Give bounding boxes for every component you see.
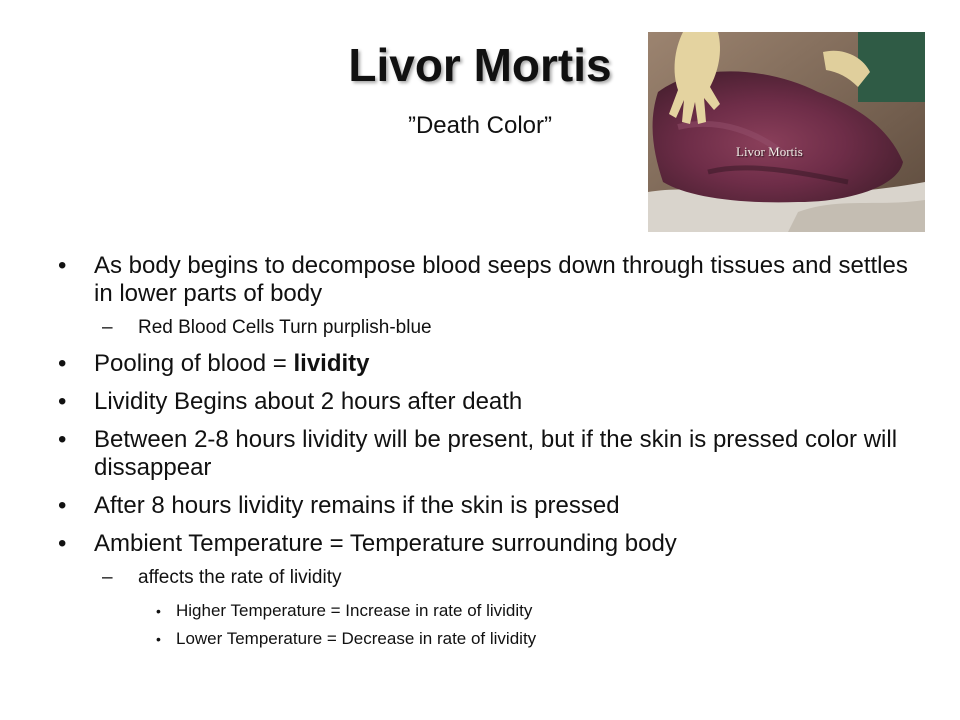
bullet-bold-term: lividity xyxy=(293,350,370,377)
list-item xyxy=(58,426,918,482)
dash-icon: – xyxy=(102,317,113,338)
bullet-text: As body begins to decompose blood seeps down through tissues and settles in lower parts of body xyxy=(94,252,908,307)
bullet-icon: • xyxy=(58,530,67,557)
sub-bullet-text: Red Blood Cells Turn purplish-blue xyxy=(138,317,432,338)
bullet-text: After 8 hours lividity remains if the skin is pressed xyxy=(94,492,620,519)
bullet-icon: • xyxy=(58,426,67,453)
sub-sub-bullet-text: Higher Temperature = Increase in rate of lividity xyxy=(176,601,533,620)
sub-bullet-text: affects the rate of lividity xyxy=(138,567,342,588)
bullet-text: Lividity Begins about 2 hours after death xyxy=(94,388,523,415)
list-item xyxy=(58,388,918,416)
slide-subtitle: ”Death Color” xyxy=(407,112,553,139)
bullet-text: Between 2-8 hours lividity will be present, but if the skin is pressed color will dissappear xyxy=(94,426,898,481)
bullet-icon: • xyxy=(58,388,67,415)
list-item xyxy=(58,350,918,378)
list-item xyxy=(58,252,918,308)
bullet-text: Ambient Temperature = Temperature surrounding body xyxy=(94,530,677,557)
sub-sub-list-item xyxy=(58,628,918,650)
bullet-icon: • xyxy=(58,252,67,279)
bullet-icon: • xyxy=(156,631,161,647)
photo-caption: Livor Mortis xyxy=(736,144,803,159)
bullet-icon: • xyxy=(156,603,161,619)
sub-list-item xyxy=(58,316,918,340)
bullet-icon: • xyxy=(58,350,67,377)
bullet-icon: • xyxy=(58,492,67,519)
list-item xyxy=(58,530,918,558)
dash-icon: – xyxy=(102,567,113,588)
list-item xyxy=(58,492,918,520)
sub-sub-bullet-text: Lower Temperature = Decrease in rate of lividity xyxy=(176,629,537,648)
bullet-text: Pooling of blood = xyxy=(94,350,294,377)
slide-title: Livor Mortis xyxy=(348,39,612,91)
sub-sub-list-item xyxy=(58,600,918,622)
sub-list-item xyxy=(58,566,918,590)
bullet-list xyxy=(58,252,918,656)
